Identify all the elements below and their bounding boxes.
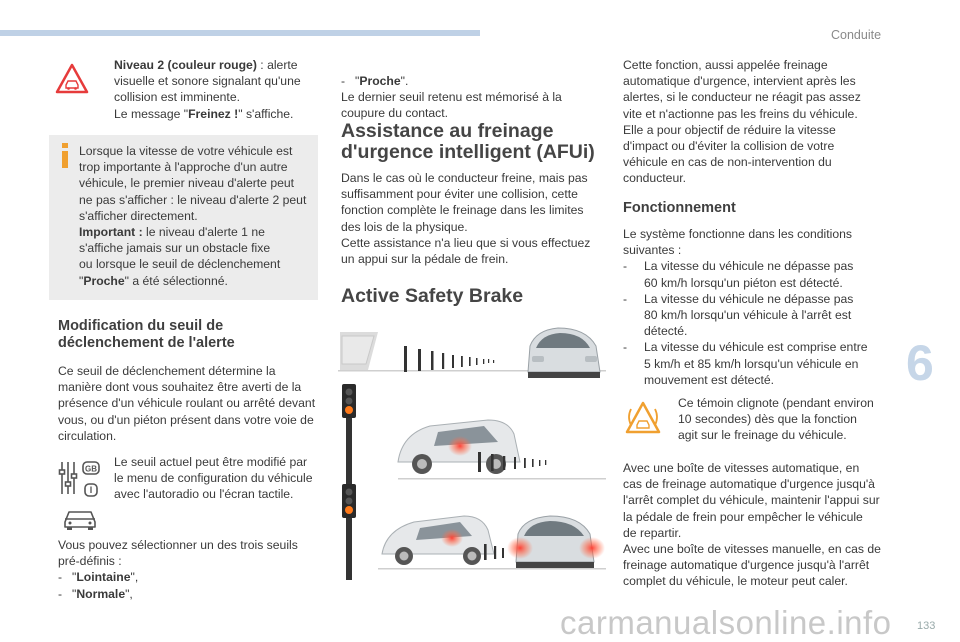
afu-title: Assistance au freinage d'urgence intelligent (AFUi) [341, 120, 595, 163]
i-icon-label: I [89, 485, 93, 495]
section-title-threshold: Modification du seuil de déclenchement de l'alerte [58, 318, 235, 351]
gb-icon-label: GB [85, 464, 97, 474]
page-number: 133 [917, 620, 936, 632]
afu-paragraph: Dans le cas où le conducteur freine, mais pas suffisamment pour éviter une collision, cette fonction complète le freinage dans les limites des lois de la physique. Cette assistance n'a lieu que si vous effectuez un appui sur la pédale de frein. [341, 171, 591, 267]
level2-paragraph: Niveau 2 (couleur rouge) : alerte visuelle et sonore signalant qu'une collision est imminente. Le message "Freinez !" s'affiche. [114, 58, 301, 121]
scene-braking [398, 420, 606, 480]
collision-warning-icon [54, 62, 90, 96]
traffic-light-1 [342, 384, 356, 484]
condition-item: - La vitesse du véhicule ne dépasse pas [623, 259, 854, 274]
conditions-list: Le système fonctionne dans les conditions suivantes : - La vitesse du véhicule ne dépasse pas 60 km/h lorsqu'un piéton est détecté. - La vitesse du véhicule ne dépasse pas 80 km/h lorsqu'un véhicule à l'arrêt est détecté. - La vitesse du véhicule est comprise entre 5 km/h et 85 km/h lorsqu'un véhicule en mouvement est détecté. [623, 226, 893, 388]
blink-paragraph: Ce témoin clignote (pendant environ 10 secondes) dès que la fonction agit sur le freinage du véhicule. [678, 396, 874, 443]
scene-stop [378, 516, 606, 570]
intro-paragraph: Cette fonction, aussi appelée freinage automatique d'urgence, intervient après les alertes, si le conducteur ne réagit pas assez vite et n'actionne pas les freins du véhicule. Elle a pour objectif de réduire la vitesse d'impact ou d'éviter la collision de votre véhicule en cas de non-intervention du conducteur. [623, 58, 861, 186]
info-text: Lorsque la vitesse de votre véhicule est trop importante à l'approche d'un autre véhicule, le premier niveau d'alerte peut ne pas s'afficher : le niveau d'alerte 2 peut s'afficher directement. Important : le niveau d'alerte 1 ne s'affiche jamais sur un obstacle fixe ou lorsque le seuil de déclenchement "Proche" a été sélectionné. [79, 144, 307, 288]
scene-approach [338, 328, 606, 378]
car-rear-1 [528, 328, 600, 378]
distance-bars-1 [404, 346, 494, 372]
info-icon [59, 143, 73, 169]
asb-illustration [338, 322, 606, 580]
gearbox-paragraph: Avec une boîte de vitesses automatique, en cas de freinage automatique d'urgence jusqu'à l'arrêt complet du véhicule, maintenir l'appui sur la pédale de frein pour empêcher le véhicule de repartir. Avec une boîte de vitesses manuelle, en cas de freinage automatique d'urgence jusqu'à l'arrêt complet du véhicule, le moteur peut caler. [623, 461, 881, 589]
chapter-title: Conduite [831, 28, 882, 42]
brake-warning-lamp-icon [625, 401, 661, 435]
menu-paragraph: Le seuil actuel peut être modifié par le menu de configuration du véhicule avec l'autoradio ou l'écran tactile. [114, 455, 313, 502]
watermark: carmanualsonline.info [560, 604, 892, 641]
fonctionnement-title: Fonctionnement [623, 200, 736, 216]
asb-title: Active Safety Brake [341, 285, 524, 307]
traffic-light-2 [342, 484, 356, 580]
condition-item: - La vitesse du véhicule est comprise entre [623, 340, 868, 355]
header-accent-bar [0, 30, 480, 36]
settings-menu-icon [58, 458, 102, 498]
car-outline-icon [60, 506, 100, 532]
condition-item: - La vitesse du véhicule ne dépasse pas [623, 291, 854, 306]
threshold-paragraph: Ce seuil de déclenchement détermine la manière dont vous souhaitez être averti de la présence d'un véhicule roulant ou arrêté devant vous, ou d'un piéton présent dans votre voie de circulation. [58, 364, 316, 443]
select-paragraph: Vous pouvez sélectionner un des trois seuils pré-définis : - "Lointaine", - "Normale", [58, 538, 298, 601]
option-proche: - "Proche". Le dernier seuil retenu est mémorisé à la coupure du contact. [341, 74, 562, 121]
chapter-number: 6 [906, 335, 934, 391]
